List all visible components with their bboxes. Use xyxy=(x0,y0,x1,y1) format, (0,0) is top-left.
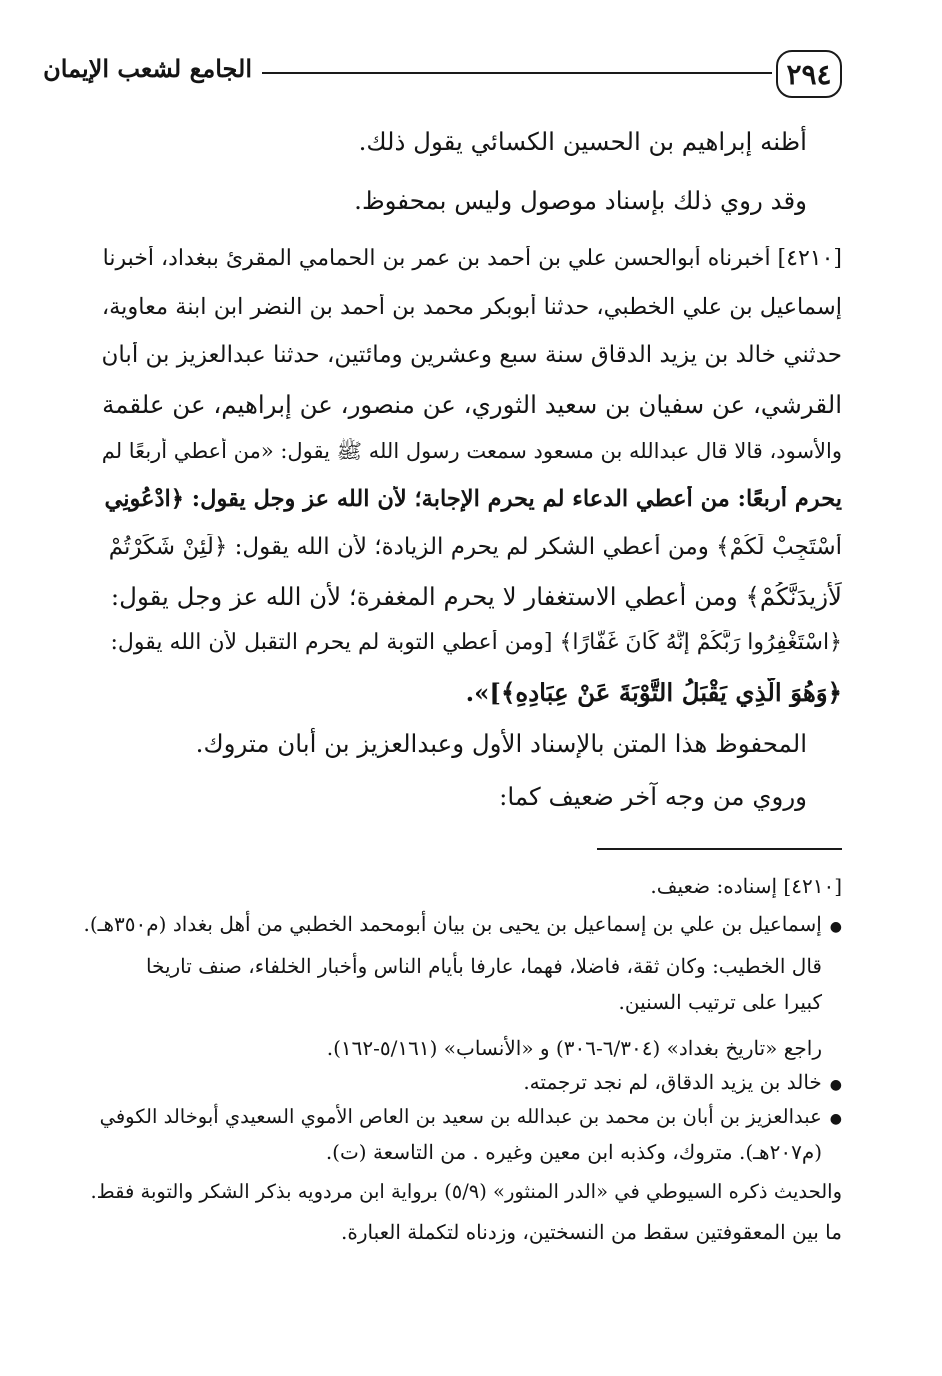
footnote-text: راجع «تاريخ بغداد» (٦/٣٠٤-٣٠٦) و «الأنساب» (٥/١٦١-١٦٢). xyxy=(326,1036,822,1060)
after-line: وروي من وجه آخر ضعيف كما: xyxy=(499,782,807,811)
bullet-icon: ● xyxy=(829,1077,842,1093)
page-header xyxy=(43,46,842,106)
footnote-text: خالد بن يزيد الدقاق، لم نجد ترجمته. xyxy=(523,1070,822,1094)
hadith-line: حدثني خالد بن يزيد الدقاق سنة سبع وعشرين ومائتين، حدثنا عبدالعزيز بن أبان xyxy=(101,342,842,368)
footnote-text: ما بين المعقوفتين سقط من النسختين، وزدناه لتكملة العبارة. xyxy=(340,1220,842,1244)
footnote-text: كبيرا على ترتيب السنين. xyxy=(618,990,822,1014)
footnote-text: عبدالعزيز بن أبان بن محمد بن عبدالله بن سعيد بن العاص الأموي السعيدي أبوخالد الكوفي xyxy=(99,1105,822,1128)
footnote-item xyxy=(100,1105,842,1128)
hadith-line: والأسود، قالا قال عبدالله بن مسعود سمعت رسول الله ﷺ يقول: «من أعطي أربعًا لم xyxy=(101,439,842,463)
hadith-line: لَأَزِيدَنَّكُمْ﴾ ومن أعطي الاستغفار لا يحرم المغفرة؛ لأن الله عز وجل يقول: xyxy=(110,582,842,611)
footnote-text: قال الخطيب: وكان ثقة، فاضلا، فهما، عارفا بأيام الناس وأخبار الخلفاء، صنف تاريخا xyxy=(145,954,822,978)
hadith-line: إسماعيل بن علي الخطبي، حدثنا أبوبكر محمد بن أحمد بن النضر ابن ابنة معاوية، xyxy=(101,294,842,320)
footnote-grade: [٤٢١٠] إسناده: ضعيف. xyxy=(650,874,842,898)
footnote-text: والحديث ذكره السيوطي في «الدر المنثور» (٥/٩) برواية ابن مردويه بذكر الشكر والتوبة فقط. xyxy=(90,1180,842,1203)
hadith-line: ﴿اسْتَغْفِرُوا رَبَّكُمْ إِنَّهُ كَانَ غَفَّارًا﴾ [ومن أعطي التوبة لم يحرم التقبل لأن الله يقول: xyxy=(110,630,842,655)
intro-line: وقد روي ذلك بإسناد موصول وليس بمحفوظ. xyxy=(354,186,807,215)
header-rule xyxy=(262,72,772,74)
hadith-line: ﴿وَهُوَ الَّذِي يَقْبَلُ التَّوْبَةَ عَنْ عِبَادِهِ﴾]». xyxy=(465,678,842,707)
footnote-item xyxy=(83,912,842,936)
hadith-line: يحرم أربعًا: من أعطي الدعاء لم يحرم الإجابة؛ لأن الله عز وجل يقول: ﴿ادْعُونِي xyxy=(104,486,842,512)
hadith-line: القرشي، عن سفيان بن سعيد الثوري، عن منصور، عن إبراهيم، عن علقمة xyxy=(102,390,842,419)
after-line: المحفوظ هذا المتن بالإسناد الأول وعبدالعزيز بن أبان متروك. xyxy=(195,729,807,758)
footnote-item xyxy=(523,1070,842,1094)
book-title: الجامع لشعب الإيمان xyxy=(43,54,252,83)
footnote-rule xyxy=(597,848,842,850)
bullet-icon: ● xyxy=(829,919,842,935)
footnote-text: (م٢٠٧هـ). متروك، وكذبه ابن معين وغيره . من التاسعة (ت). xyxy=(325,1140,822,1164)
hadith-line: أَسْتَجِبْ لَكُمْ﴾ ومن أعطي الشكر لم يحرم الزيادة؛ لأن الله يقول: ﴿لَئِنْ شَكَرْتُمْ xyxy=(108,534,842,560)
hadith-line: [٤٢١٠] أخبرناه أبوالحسن علي بن أحمد بن عمر بن الحمامي المقرئ ببغداد، أخبرنا xyxy=(102,246,842,271)
footnote-text: إسماعيل بن علي بن إسماعيل بن يحيى بن بيان أبومحمد الخطبي من أهل بغداد (م٣٥٠هـ). xyxy=(83,912,822,936)
page-number: ٢٩٤ xyxy=(776,50,842,98)
bullet-icon: ● xyxy=(829,1111,842,1127)
intro-line: أظنه إبراهيم بن الحسين الكسائي يقول ذلك. xyxy=(358,127,807,156)
